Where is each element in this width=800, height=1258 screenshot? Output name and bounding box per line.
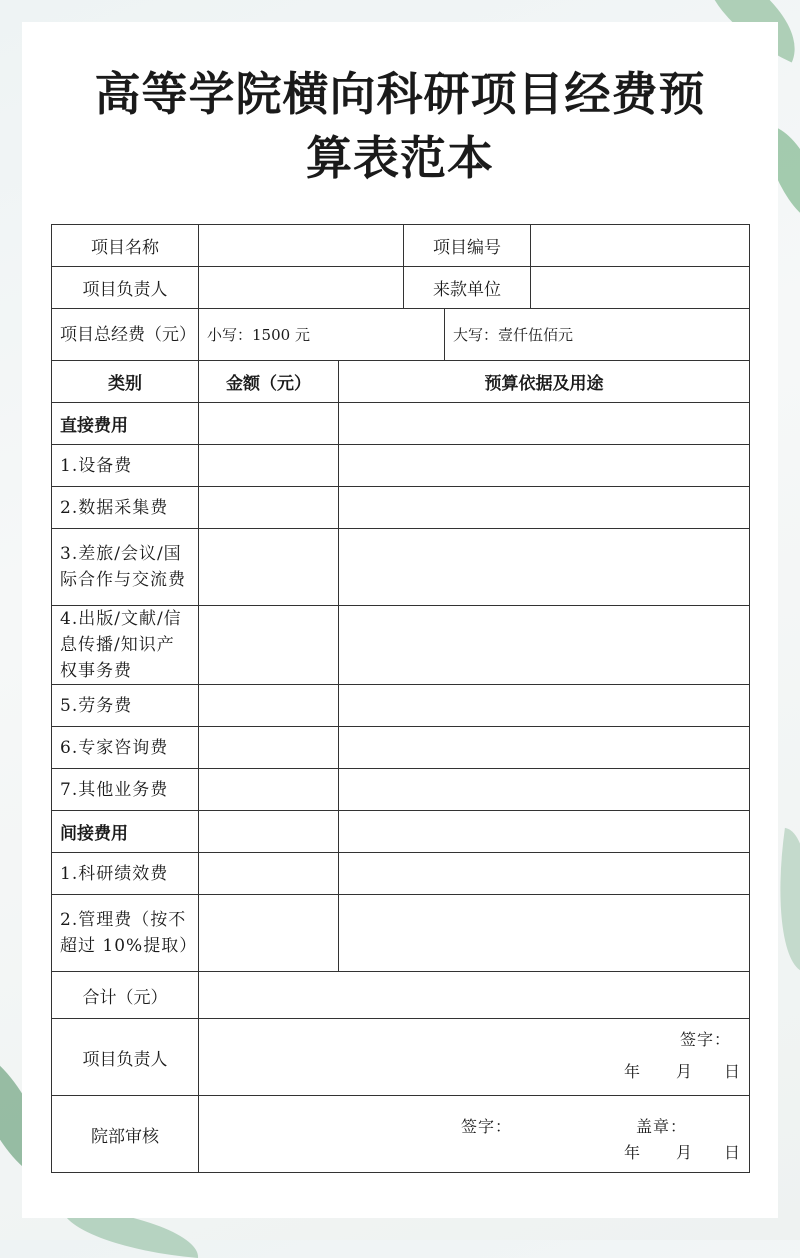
- direct-item: 6.专家咨询费: [52, 727, 199, 769]
- budget-table: [51, 224, 750, 1173]
- header-category: 类别: [52, 361, 199, 403]
- amount-cell[interactable]: [199, 811, 339, 853]
- day-text: 日: [724, 1143, 742, 1162]
- dept-review-area[interactable]: [199, 1096, 750, 1173]
- basis-cell[interactable]: [339, 853, 750, 895]
- total-budget-label: 项目总经费（元）: [52, 309, 199, 361]
- indirect-item: 2.管理费（按不超过 10%提取）: [52, 895, 199, 972]
- amount-cell[interactable]: [199, 445, 339, 487]
- direct-item: 3.差旅/会议/国际合作与交流费: [52, 529, 199, 606]
- amount-cell[interactable]: [199, 727, 339, 769]
- direct-item: 2.数据采集费: [52, 487, 199, 529]
- month-text: 月: [676, 1143, 694, 1162]
- leader-sign-area[interactable]: [199, 1019, 750, 1096]
- project-name-label: 项目名称: [52, 225, 199, 267]
- basis-cell[interactable]: [339, 445, 750, 487]
- total-row-field[interactable]: [199, 972, 750, 1019]
- seal-text: 盖章：: [636, 1117, 688, 1136]
- amount-cell[interactable]: [199, 403, 339, 445]
- project-no-field[interactable]: [531, 225, 750, 267]
- page-title: [0, 62, 800, 190]
- amount-cell[interactable]: [199, 853, 339, 895]
- amount-cell[interactable]: [199, 769, 339, 811]
- basis-cell[interactable]: [339, 727, 750, 769]
- direct-costs-label: 直接费用: [52, 403, 199, 445]
- total-row-label: 合计（元）: [52, 972, 199, 1019]
- sign-text: 签字：: [679, 1030, 731, 1049]
- total-big-field[interactable]: 大写：壹仟伍佰元: [445, 309, 750, 361]
- leader-label: 项目负责人: [52, 267, 199, 309]
- header-basis: 预算依据及用途: [339, 361, 750, 403]
- amount-cell[interactable]: [199, 487, 339, 529]
- basis-cell[interactable]: [339, 895, 750, 972]
- basis-cell[interactable]: [339, 811, 750, 853]
- amount-cell[interactable]: [199, 895, 339, 972]
- direct-item: 1.设备费: [52, 445, 199, 487]
- title-line-2: 算表范本: [306, 131, 494, 185]
- source-field[interactable]: [531, 267, 750, 309]
- month-text: 月: [676, 1062, 694, 1081]
- direct-item: 4.出版/文献/信息传播/知识产权事务费: [52, 606, 199, 685]
- amount-cell[interactable]: [199, 606, 339, 685]
- title-line-1: 高等学院横向科研项目经费预: [94, 67, 706, 121]
- project-no-label: 项目编号: [404, 225, 531, 267]
- amount-cell[interactable]: [199, 685, 339, 727]
- indirect-item: 1.科研绩效费: [52, 853, 199, 895]
- day-text: 日: [724, 1062, 742, 1081]
- year-text: 年: [624, 1143, 642, 1162]
- basis-cell[interactable]: [339, 403, 750, 445]
- total-small-field[interactable]: 小写：1500 元: [199, 309, 445, 361]
- direct-item: 5.劳务费: [52, 685, 199, 727]
- project-name-field[interactable]: [199, 225, 404, 267]
- sign-text: 签字：: [461, 1117, 513, 1136]
- source-label: 来款单位: [404, 267, 531, 309]
- dept-review-label: 院部审核: [52, 1096, 199, 1173]
- leader-field[interactable]: [199, 267, 404, 309]
- indirect-costs-label: 间接费用: [52, 811, 199, 853]
- leader-sign-label: 项目负责人: [52, 1019, 199, 1096]
- amount-cell[interactable]: [199, 529, 339, 606]
- basis-cell[interactable]: [339, 606, 750, 685]
- year-text: 年: [624, 1062, 642, 1081]
- basis-cell[interactable]: [339, 487, 750, 529]
- basis-cell[interactable]: [339, 685, 750, 727]
- basis-cell[interactable]: [339, 529, 750, 606]
- direct-item: 7.其他业务费: [52, 769, 199, 811]
- basis-cell[interactable]: [339, 769, 750, 811]
- header-amount: 金额（元）: [199, 361, 339, 403]
